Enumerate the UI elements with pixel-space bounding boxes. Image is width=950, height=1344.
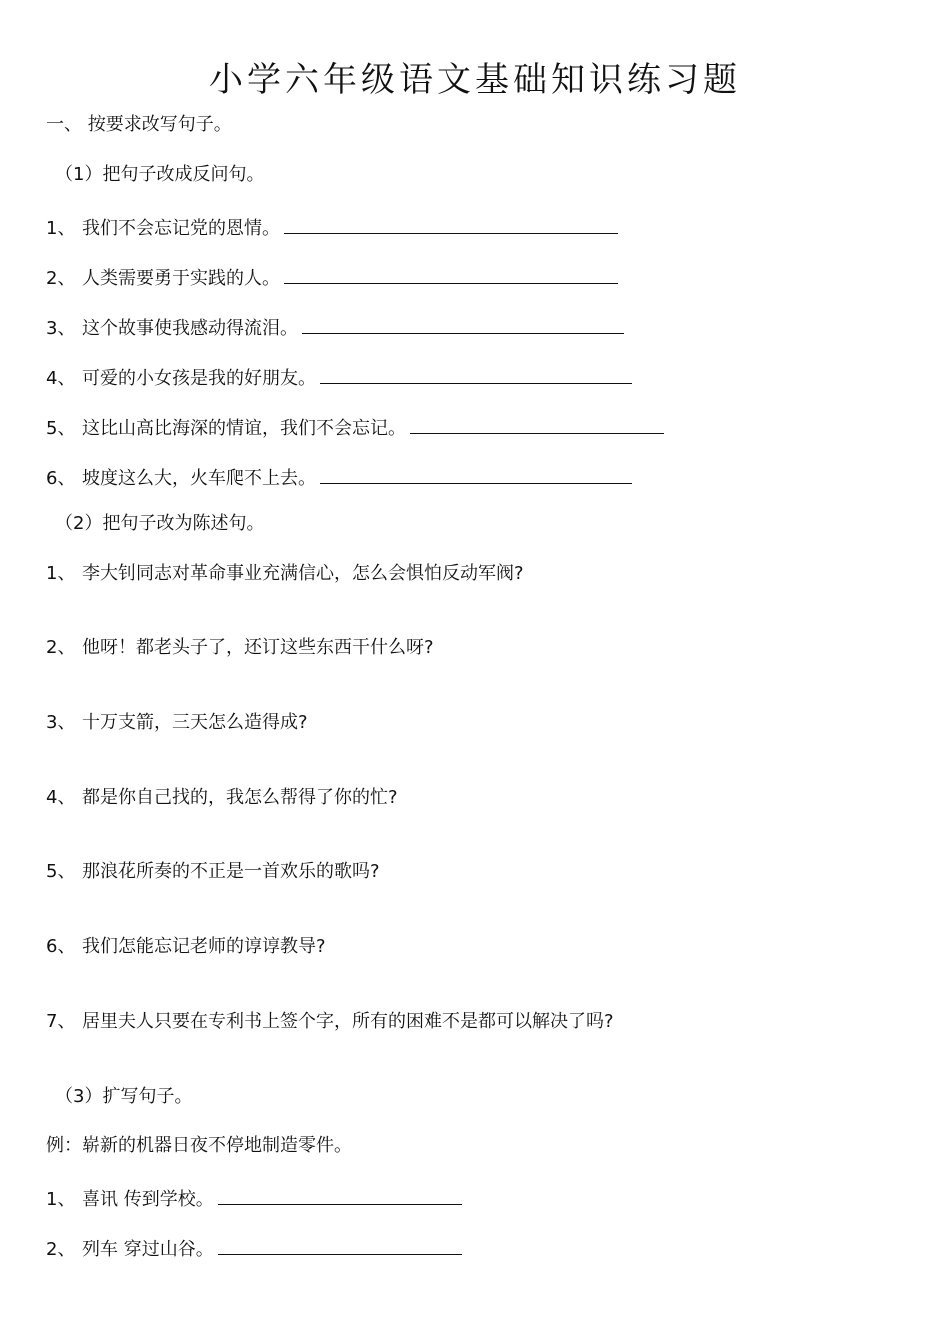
item-number: 2、 [46,637,76,658]
item-text: 他呀！都老头子了，还订这些东西干什么呀? [82,637,434,658]
item-number: 2、 [46,1239,76,1260]
part1-item-4 [46,363,632,391]
item-text: 人类需要勇于实践的人。 [82,268,280,289]
part3-label: （3）扩写句子。 [55,1086,193,1107]
answer-blank[interactable] [284,263,618,284]
answer-blank[interactable] [410,413,664,434]
part2-item-3 [46,711,308,735]
part1-item-6 [46,463,632,491]
part1-label: （1）把句子改成反问句。 [55,164,265,185]
part2-item-5 [46,860,380,884]
item-number: 1、 [46,218,76,239]
item-text: 李大钊同志对革命事业充满信心，怎么会惧怕反动军阀? [82,563,524,584]
item-number: 2、 [46,268,76,289]
item-text: 都是你自己找的，我怎么帮得了你的忙? [82,787,398,808]
answer-blank[interactable] [302,313,624,334]
page-title: 小学六年级语文基础知识练习题 [209,60,741,100]
part1-item-2 [46,263,618,291]
answer-blank[interactable] [320,363,632,384]
section-heading: 一、 按要求改写句子。 [46,114,232,135]
item-text: 那浪花所奏的不正是一首欢乐的歌吗? [82,861,380,882]
answer-blank[interactable] [218,1184,462,1205]
item-number: 7、 [46,1011,76,1032]
part2-label: （2）把句子改为陈述句。 [55,513,265,534]
part2-item-1 [46,562,524,586]
part2-item-7 [46,1010,614,1034]
answer-blank[interactable] [320,463,632,484]
item-number: 4、 [46,368,76,389]
item-number: 6、 [46,936,76,957]
part3-item-1 [46,1184,462,1212]
item-number: 5、 [46,861,76,882]
item-text: 这个故事使我感动得流泪。 [82,318,298,339]
part3-example: 例：崭新的机器日夜不停地制造零件。 [46,1135,352,1156]
item-text: 居里夫人只要在专利书上签个字，所有的困难不是都可以解决了吗? [82,1011,614,1032]
part1-item-5 [46,413,664,441]
item-text: 可爱的小女孩是我的好朋友。 [82,368,316,389]
part1-item-1 [46,213,618,241]
item-number: 1、 [46,1189,76,1210]
answer-blank[interactable] [218,1234,462,1255]
item-text: 我们怎能忘记老师的谆谆教导? [82,936,326,957]
part2-item-4 [46,786,398,810]
item-text: 十万支箭，三天怎么造得成? [82,712,308,733]
part2-item-2 [46,636,434,660]
item-number: 4、 [46,787,76,808]
item-text: 列车 穿过山谷。 [82,1239,214,1260]
item-text: 喜讯 传到学校。 [82,1189,214,1210]
item-number: 3、 [46,318,76,339]
answer-blank[interactable] [284,213,618,234]
item-number: 3、 [46,712,76,733]
part3-item-2 [46,1234,462,1262]
part1-item-3 [46,313,624,341]
item-number: 5、 [46,418,76,439]
item-number: 1、 [46,563,76,584]
part2-item-6 [46,935,326,959]
item-text: 这比山高比海深的情谊，我们不会忘记。 [82,418,406,439]
item-text: 我们不会忘记党的恩情。 [82,218,280,239]
item-number: 6、 [46,468,76,489]
item-text: 坡度这么大，火车爬不上去。 [82,468,316,489]
